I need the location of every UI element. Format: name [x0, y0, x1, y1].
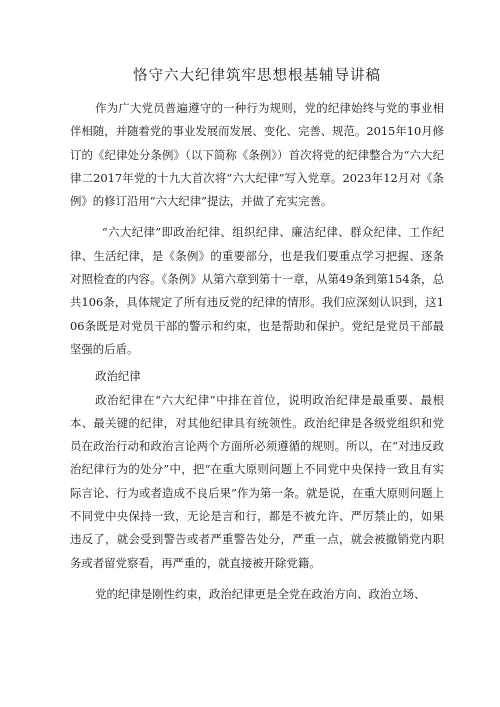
paragraph-political-discipline: 政治纪律在“六大纪律”中排在首位，说明政治纪律是最重要、最根本、最关键的纪律，对其他纪律具有统领性。政治纪律是各级党组织和党员在政治行动和政治言论两个方面所必须遵循的规则。所以，在“对违反政治纪律行为的处分”中，把“在重大原则问题上不同党中央保持一致且有实际言论、行为或者造成不良后果”作为第一条。就是说，在重大原则问题上不同党中央保持一致，无论是言和行，都是不被允许、严厉禁止的，如果违反了，就会受到警告或者严重警告处分，严重一点，就会被撤销党内职务或者留党察看，再严重的，就直接被开除党籍。 — [70, 392, 444, 570]
paragraph-intro: 作为广大党员普遍遵守的一种行为规则，党的纪律始终与党的事业相伴相随，并随着党的事业发展而发展、变化、完善、规范。2015年10月修订的《纪律处分条例》（以下简称《条例》）首次将党的纪律整合为“六大纪律二2017年党的十九大首次将“六大纪律”写入党章。2023年12月对《条例》的修订沿用“六大纪律”提法，并做了充实完善。 — [70, 101, 444, 209]
section-heading: 政治纪律 — [95, 369, 141, 384]
paragraph-rigid-constraint: 党的纪律是刚性约束，政治纪律更是全党在政治方向、政治立场、 — [95, 586, 426, 601]
document-title: 恪守六大纪律筑牢思想根基辅导讲稿 — [133, 68, 381, 84]
paragraph-six-disciplines: “六大纪律”即政治纪律、组织纪律、廉洁纪律、群众纪律、工作纪律、生活纪律，是《条例》的重要部分，也是我们要重点学习把握、逐条对照检查的内容。《条例》从第六章到第十一章，从第49条到第154条，总共106条，具体规定了所有违反党的纪律的情形。我们应深刻认识到，这106条既是对党员干部的警示和约束，也是帮助和保护。党纪是党员干部最坚强的后盾。 — [70, 225, 444, 356]
